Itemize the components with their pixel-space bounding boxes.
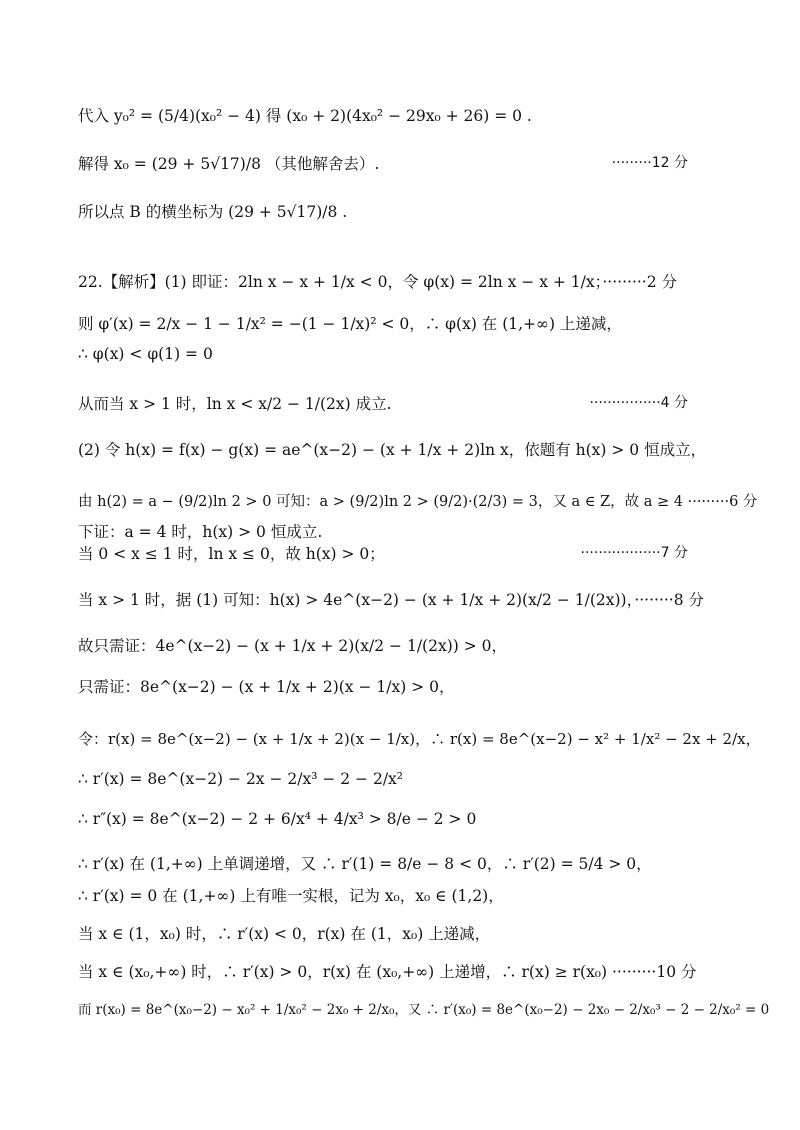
line-decreasing: 当 x ∈ (1，x₀) 时，∴ r′(x) < 0，r(x) 在 (1，x₀) 上递减，: [78, 925, 491, 943]
line-solve-x0: 解得 x₀ = (29 + 5√17)/8 （其他解舍去）.: [78, 155, 380, 173]
score-12: ·········12 分: [611, 155, 688, 171]
line-case-gt1: 当 x > 1 时，据 (1) 可知：h(x) > 4e^(x−2) − (x + 1/x + 2)(x/2 − 1/(2x))，········8 分: [78, 591, 705, 609]
line-part2-h: (2) 令 h(x) = f(x) − g(x) = ae^(x−2) − (x + 1/x + 2)ln x，依题有 h(x) > 0 恒成立，: [78, 441, 707, 459]
line-r-prime-increasing: ∴ r′(x) 在 (1,+∞) 上单调递增，又 ∴ r′(1) = 8/e − 8 < 0，∴ r′(2) = 5/4 > 0，: [78, 855, 652, 873]
line-point-b: 所以点 B 的横坐标为 (29 + 5√17)/8 .: [78, 203, 348, 221]
score-7: ··················7 分: [580, 545, 688, 561]
line-need-prove-1: 故只需证：4e^(x−2) − (x + 1/x + 2)(x/2 − 1/(2x)) > 0，: [78, 637, 507, 655]
line-case-le1: 当 0 < x ≤ 1 时，ln x ≤ 0，故 h(x) > 0；: [78, 545, 385, 563]
line-substitute: 代入 y₀² = (5/4)(x₀² − 4) 得 (x₀ + 2)(4x₀² − 29x₀ + 26) = 0 .: [78, 107, 532, 125]
line-r-prime: ∴ r′(x) = 8e^(x−2) − 2x − 2/x³ − 2 − 2/x²: [78, 770, 404, 788]
line-lnx-inequality: 从而当 x > 1 时，ln x < x/2 − 1/(2x) 成立.: [78, 395, 392, 413]
line-phi-derivative: 则 φ′(x) = 2/x − 1 − 1/x² = −(1 − 1/x)² < 0，∴ φ(x) 在 (1,+∞) 上递减，: [78, 315, 622, 333]
score-4: ················4 分: [589, 395, 688, 411]
line-phi-bound: ∴ φ(x) < φ(1) = 0: [78, 345, 213, 363]
line-r-double-prime: ∴ r″(x) = 8e^(x−2) − 2 + 6/x⁴ + 4/x³ > 8/e − 2 > 0: [78, 810, 477, 828]
line-a-equals-4: 下证：a = 4 时，h(x) > 0 恒成立.: [78, 523, 323, 541]
line-increasing: 当 x ∈ (x₀,+∞) 时，∴ r′(x) > 0，r(x) 在 (x₀,+∞) 上递增，∴ r(x) ≥ r(x₀) ·········10 分: [78, 963, 697, 981]
line-unique-root: ∴ r′(x) = 0 在 (1,+∞) 上有唯一实根，记为 x₀，x₀ ∈ (1,2)，: [78, 887, 504, 905]
line-q22-part1: 22.【解析】(1) 即证：2ln x − x + 1/x < 0，令 φ(x) = 2ln x − x + 1/x；·········2 分: [78, 273, 678, 291]
line-define-r: 令：r(x) = 8e^(x−2) − (x + 1/x + 2)(x − 1/x)，∴ r(x) = 8e^(x−2) − x² + 1/x² − 2x + 2/x，: [78, 730, 761, 748]
line-h2: 由 h(2) = a − (9/2)ln 2 > 0 可知：a > (9/2)ln 2 > (9/2)·(2/3) = 3，又 a ∈ Z，故 a ≥ 4 ·········6 分: [78, 494, 758, 510]
line-r-at-x0: 而 r(x₀) = 8e^(x₀−2) − x₀² + 1/x₀² − 2x₀ + 2/x₀，又 ∴ r′(x₀) = 8e^(x₀−2) − 2x₀ − 2/x₀³ − 2 − 2/x₀² = 0: [78, 1002, 770, 1018]
line-need-prove-2: 只需证：8e^(x−2) − (x + 1/x + 2)(x − 1/x) > 0，: [78, 678, 455, 696]
